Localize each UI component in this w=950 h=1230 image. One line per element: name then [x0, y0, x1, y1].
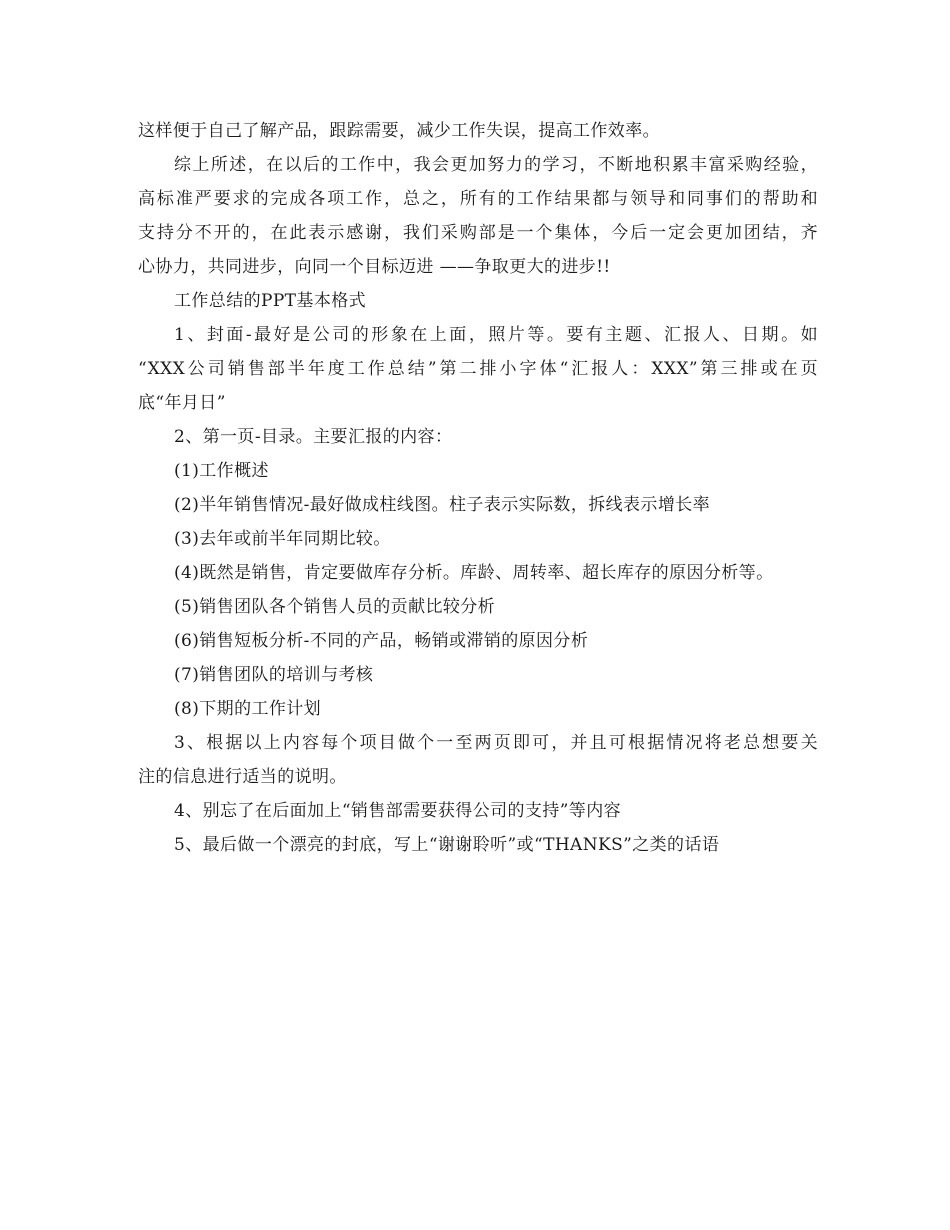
text-line: (5)销售团队各个销售人员的贡献比较分析 — [174, 597, 496, 617]
text-line: 1、封面-最好是公司的形象在上面，照片等。要有主题、汇报人、日期。如 — [174, 325, 818, 345]
document-body — [138, 114, 818, 862]
text-line: 心协力，共同进步，向同一个目标迈进 ——争取更大的进步!! — [138, 257, 611, 277]
text-line: 这样便于自己了解产品，跟踪需要，减少工作失误，提高工作效率。 — [138, 121, 660, 141]
text-line: “XXX公司销售部半年度工作总结”第二排小字体“汇报人：XXX”第三排或在页 — [138, 359, 818, 379]
text-line: 3、根据以上内容每个项目做个一至两页即可，并且可根据情况将老总想要关 — [174, 733, 818, 753]
text-line: (3)去年或前半年同期比较。 — [174, 529, 391, 549]
text-line: (2)半年销售情况-最好做成柱线图。柱子表示实际数，拆线表示增长率 — [174, 495, 711, 515]
text-line: (4)既然是销售，肯定要做库存分析。库龄、周转率、超长库存的原因分析等。 — [174, 563, 774, 583]
text-line: (1)工作概述 — [174, 461, 269, 481]
text-line: 底“年月日” — [138, 393, 226, 413]
text-line: 2、第一页-目录。主要汇报的内容： — [174, 427, 453, 447]
text-line: (6)销售短板分析-不同的产品，畅销或滞销的原因分析 — [174, 631, 589, 651]
text-line: (8)下期的工作计划 — [174, 699, 322, 719]
text-line: 高标准严要求的完成各项工作，总之，所有的工作结果都与领导和同事们的帮助和 — [138, 189, 818, 209]
text-line: 综上所述，在以后的工作中，我会更加努力的学习，不断地积累丰富采购经验， — [174, 155, 818, 175]
text-line: (7)销售团队的培训与考核 — [174, 665, 374, 685]
text-line: 注的信息进行适当的说明。 — [138, 767, 347, 787]
text-line: 4、别忘了在后面加上“销售部需要获得公司的支持”等内容 — [174, 801, 621, 821]
text-line: 工作总结的PPT基本格式 — [174, 291, 367, 311]
text-line: 5、最后做一个漂亮的封底，写上“谢谢聆听”或“THANKS”之类的话语 — [174, 835, 720, 855]
text-line: 支持分不开的，在此表示感谢，我们采购部是一个集体，今后一定会更加团结，齐 — [138, 223, 818, 243]
